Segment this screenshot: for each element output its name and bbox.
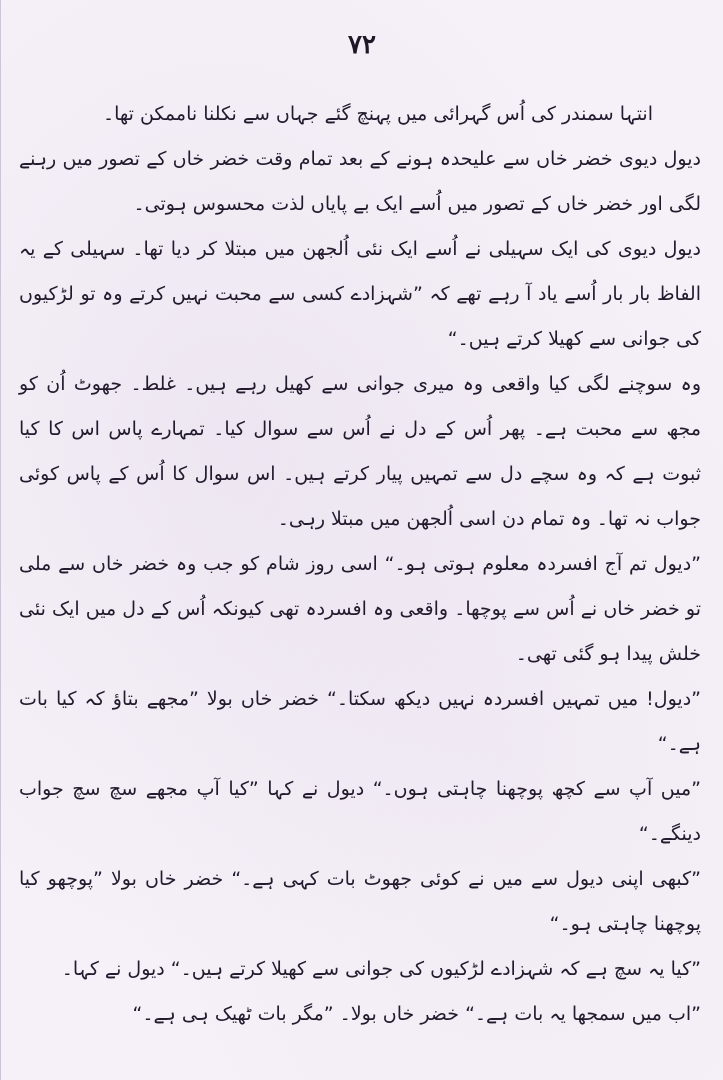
dialogue-line: ”کیا یہ سچ ہے کہ شہزادے لڑکیوں کی جوانی سے کھیلا کرتے ہیں۔“ دیول نے کہا۔ — [61, 958, 701, 980]
dialogue-line: ”دیول! میں تمہیں افسردہ نہیں دیکھ سکتا۔“ خضر خاں بولا ”مجھے بتاؤ کہ کیا بات ہے۔“ — [19, 688, 701, 755]
dialogue-line: ”کبھی اپنی دیول سے میں نے کوئی جھوٹ بات کہی ہے۔“ خضر خاں بولا ”پوچھو کیا پوچھنا چاہتی ہو۔“ — [19, 868, 701, 935]
paragraph: وہ سوچنے لگی کیا واقعی وہ میری جوانی سے کھیل رہے ہیں۔ غلط۔ جھوٹ اُن کو مجھ سے محبت ہے۔ پھر اُس کے دل نے اُس سے سوال کیا۔ تمہارے پاس اس کا کیا ثبوت ہے کہ وہ سچے دل سے تمہیں پیار کرتے ہیں۔ اس سوال کا اُس کے پاس کوئی جواب نہ تھا۔ وہ تمام دن اسی اُلجھن میں مبتلا رہی۔ — [19, 373, 701, 530]
dialogue-line: ”اب میں سمجھا یہ بات ہے۔“ خضر خاں بولا۔ ”مگر بات ٹھیک ہی ہے۔“ — [132, 1003, 701, 1025]
paragraph: انتہا سمندر کی اُس گہرائی میں پہنچ گئے جہاں سے نکلنا ناممکن تھا۔ — [102, 103, 653, 125]
paragraph: دیول دیوی خضر خاں سے علیحدہ ہونے کے بعد تمام وقت خضر خاں کے تصور میں رہنے لگی اور خضر خاں کے تصور میں اُسے ایک بے پایاں لذت محسوس ہوتی۔ — [19, 148, 701, 215]
dialogue-line: ”میں آپ سے کچھ پوچھنا چاہتی ہوں۔“ دیول نے کہا ”کیا آپ مجھے سچ سچ جواب دینگے۔“ — [19, 778, 701, 845]
paragraph: دیول دیوی کی ایک سہیلی نے اُسے ایک نئی اُلجھن میں مبتلا کر دیا تھا۔ سہیلی کے یہ الفاظ بار بار اُسے یاد آ رہے تھے کہ ”شہزادے کسی سے محبت نہیں کرتے وہ تو لڑکیوں کی جوانی سے کھیلا کرتے ہیں۔“ — [19, 238, 701, 350]
paragraph: ”دیول تم آج افسردہ معلوم ہوتی ہو۔“ اسی روز شام کو جب وہ خضر خاں سے ملی تو خضر خاں نے اُس سے پوچھا۔ واقعی وہ افسردہ تھی کیونکہ اُس کے دل میں ایک نئی خلش پیدا ہو گئی تھی۔ — [19, 553, 701, 665]
body-text — [19, 92, 701, 1037]
page-number: ۷۲ — [348, 30, 376, 60]
